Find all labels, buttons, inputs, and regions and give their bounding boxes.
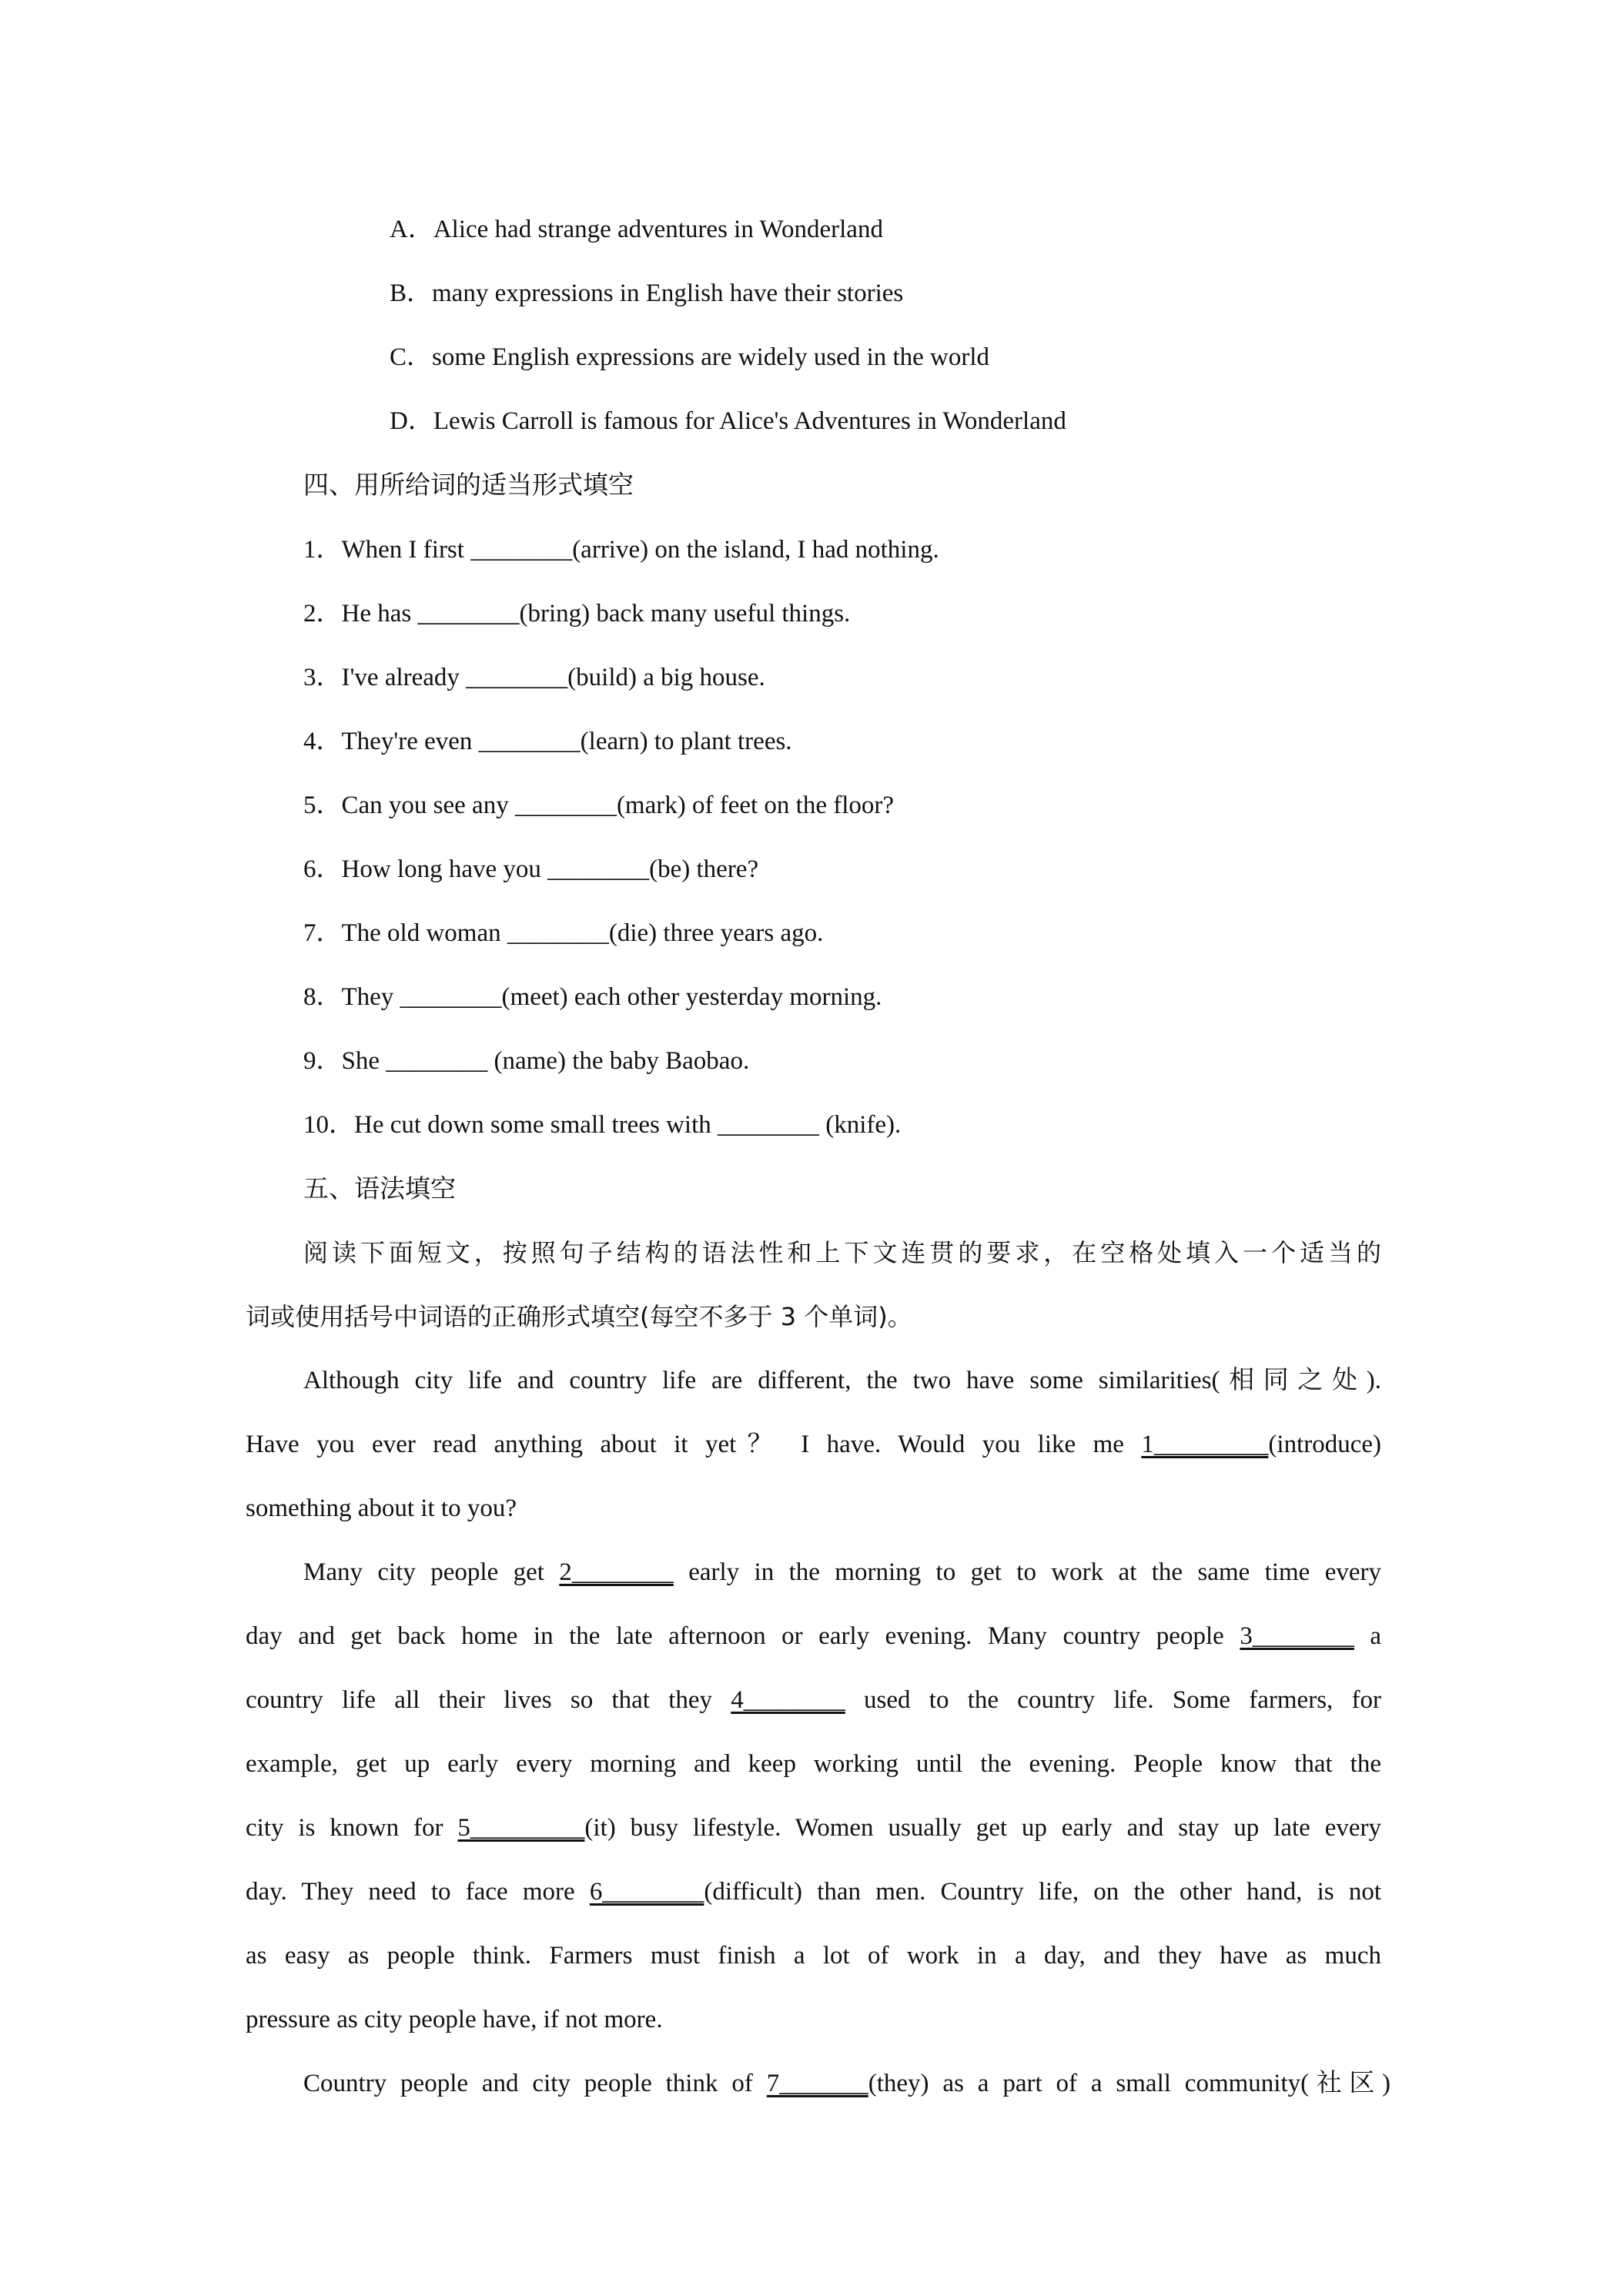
instruction-line: 词或使用括号中词语的正确形式填空(每空不多于 3 个单词)。	[246, 1302, 912, 1331]
exercise-item: 1．When I first ________(arrive) on the island, I had nothing.	[303, 536, 939, 564]
passage-text: (they) as a part of a small community(社区)	[868, 2070, 1390, 2097]
exercise-item: 2．He has ________(bring) back many useful things.	[303, 600, 851, 628]
blank-7[interactable]: 7_______	[766, 2070, 868, 2097]
passage-line	[246, 1621, 1381, 1652]
blank-5[interactable]: 5_________	[457, 1814, 585, 1842]
option-d: D．Lewis Carroll is famous for Alice's Adventures in Wonderland	[390, 407, 1066, 435]
exercise-item: 7．The old woman ________(die) three years ago.	[303, 919, 824, 947]
section4-heading: 四、用所给词的适当形式填空	[303, 470, 634, 500]
passage-line: Although city life and country life are different, the two have some similarities(相同之处).	[303, 1367, 1381, 1394]
passage-text: Country people and city people think of	[303, 2070, 753, 2097]
passage-line	[246, 1429, 1381, 1460]
exercise-item: 4．They're even ________(learn) to plant trees.	[303, 728, 792, 755]
exercise-item: 3．I've already ________(build) a big house.	[303, 664, 765, 691]
passage-line: something about it to you?	[246, 1494, 517, 1522]
option-c: C．some English expressions are widely used in the world	[390, 343, 990, 371]
exercise-item: 5．Can you see any ________(mark) of feet on the floor?	[303, 792, 895, 819]
exercise-item: 10．He cut down some small trees with ________ (knife).	[303, 1111, 902, 1139]
blank-4[interactable]: 4________	[731, 1686, 845, 1714]
passage-text: (introduce)	[1268, 1431, 1382, 1458]
passage-line	[246, 1685, 1381, 1715]
passage-text: (it) busy lifestyle. Women usually get up early and stay up late every	[584, 1814, 1381, 1842]
blank-3[interactable]: 3________	[1240, 1622, 1354, 1650]
passage-line: pressure as city people have, if not more.	[246, 2006, 663, 2033]
passage-text: day. They need to face more	[246, 1878, 575, 1906]
exercise-item: 6．How long have you ________(be) there?	[303, 855, 759, 883]
passage-text: Many city people get	[303, 1558, 544, 1586]
exercise-item: 9．She ________ (name) the baby Baobao.	[303, 1047, 750, 1075]
passage-line	[246, 1812, 1381, 1843]
option-b: B．many expressions in English have their stories	[390, 279, 904, 307]
option-a: A．Alice had strange adventures in Wonderland	[390, 216, 883, 243]
instruction-line: 阅读下面短文，按照句子结构的语法性和上下文连贯的要求，在空格处填入一个适当的	[303, 1238, 1381, 1267]
passage-line	[303, 2068, 1390, 2099]
passage-text: used to the country life. Some farmers, for	[864, 1686, 1382, 1714]
passage-text: Have you ever read anything about it yet？ I have. Would you like me	[246, 1431, 1124, 1458]
passage-line	[246, 1876, 1381, 1907]
passage-line	[303, 1557, 1381, 1588]
blank-6[interactable]: 6________	[589, 1878, 704, 1906]
passage-text: early in the morning to get to work at the same time every	[688, 1558, 1381, 1586]
passage-text: country life all their lives so that they	[246, 1686, 713, 1714]
blank-1[interactable]: 1_________	[1141, 1431, 1269, 1458]
passage-text: day and get back home in the late afternoon or early evening. Many country people	[246, 1622, 1224, 1650]
passage-text: (difficult) than men. Country life, on the other hand, is not	[704, 1878, 1381, 1906]
passage-text: a	[1370, 1622, 1382, 1650]
passage-line: example, get up early every morning and keep working until the evening. People know that the	[246, 1750, 1381, 1778]
section5-heading: 五、语法填空	[303, 1173, 456, 1203]
blank-2[interactable]: 2________	[559, 1558, 674, 1586]
passage-text: city is known for	[246, 1814, 443, 1842]
exercise-item: 8．They ________(meet) each other yesterday morning.	[303, 983, 882, 1011]
passage-line: as easy as people think. Farmers must finish a lot of work in a day, and they have as much	[246, 1942, 1381, 1970]
